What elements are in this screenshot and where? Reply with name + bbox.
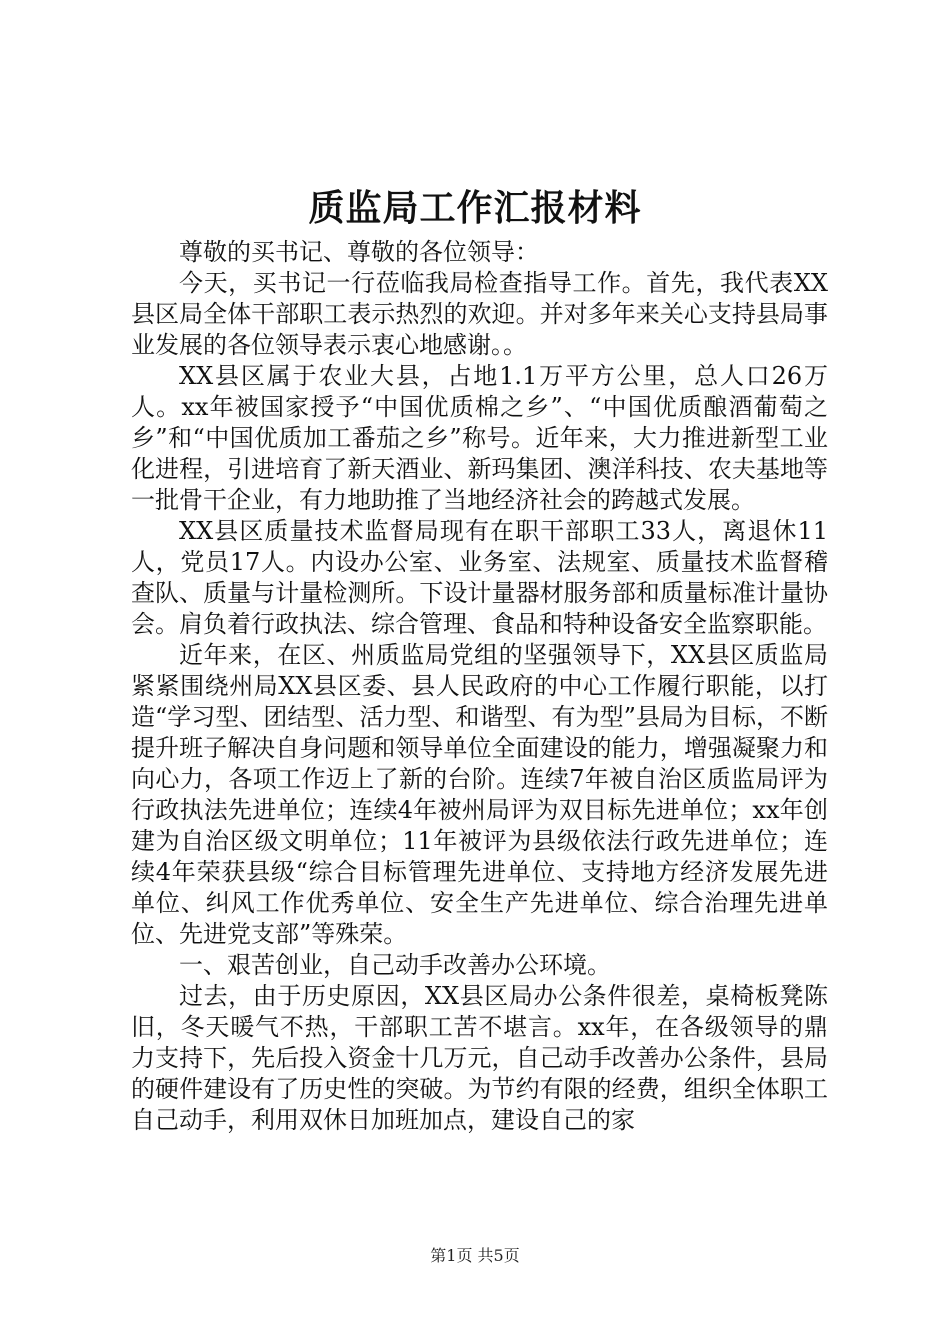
section-heading: 一、艰苦创业，自己动手改善办公环境。 (179, 951, 611, 979)
body-paragraph: 今天，买书记一行莅临我局检查指导工作。首先，我代表XX县区局全体干部职工表示热烈的欢迎。并对多年来关心支持县局事业发展的各位领导表示衷心地感谢。。 (131, 269, 828, 359)
page-number-footer: 第1页 共5页 (430, 1246, 520, 1265)
body-paragraph: XX县区质量技术监督局现有在职干部职工33人，离退休11人，党员17人。内设办公室、业务室、法规室、质量技术监督稽查队、质量与计量检测所。下设计量器材服务部和质量标准计量协会。肩负着行政执法、综合管理、食品和特种设备安全监察职能。 (131, 517, 828, 638)
salutation-paragraph: 尊敬的买书记、尊敬的各位领导： (179, 238, 539, 266)
document-title: 质监局工作汇报材料 (308, 187, 642, 229)
body-paragraph: 近年来，在区、州质监局党组的坚强领导下，XX县区质监局紧紧围绕州局XX县区委、县人民政府的中心工作履行职能，以打造“学习型、团结型、活力型、和谐型、有为型”县局为目标，不断提升班子解决自身问题和领导单位全面建设的能力，增强凝聚力和向心力，各项工作迈上了新的台阶。连续7年被自治区质监局评为行政执法先进单位；连续4年被州局评为双目标先进单位；xx年创建为自治区级文明单位；11年被评为县级依法行政先进单位；连续4年荣获县级“综合目标管理先进单位、支持地方经济发展先进单位、纠风工作优秀单位、安全生产先进单位、综合治理先进单位、先进党支部”等殊荣。 (131, 641, 828, 948)
body-paragraph: 过去，由于历史原因，XX县区局办公条件很差，桌椅板凳陈旧，冬天暖气不热，干部职工苦不堪言。xx年，在各级领导的鼎力支持下，先后投入资金十几万元，自己动手改善办公条件，县局的硬件建设有了历史性的突破。为节约有限的经费，组织全体职工自己动手，利用双休日加班加点，建设自己的家 (131, 982, 828, 1134)
body-paragraph: XX县区属于农业大县，占地1.1万平方公里，总人口26万人。xx年被国家授予“中国优质棉之乡”、“中国优质酿酒葡萄之乡”和“中国优质加工番茄之乡”称号。近年来，大力推进新型工业化进程，引进培育了新天酒业、新玛集团、澳洋科技、农夫基地等一批骨干企业，有力地助推了当地经济社会的跨越式发展。 (131, 362, 828, 514)
document-body (131, 237, 828, 1136)
